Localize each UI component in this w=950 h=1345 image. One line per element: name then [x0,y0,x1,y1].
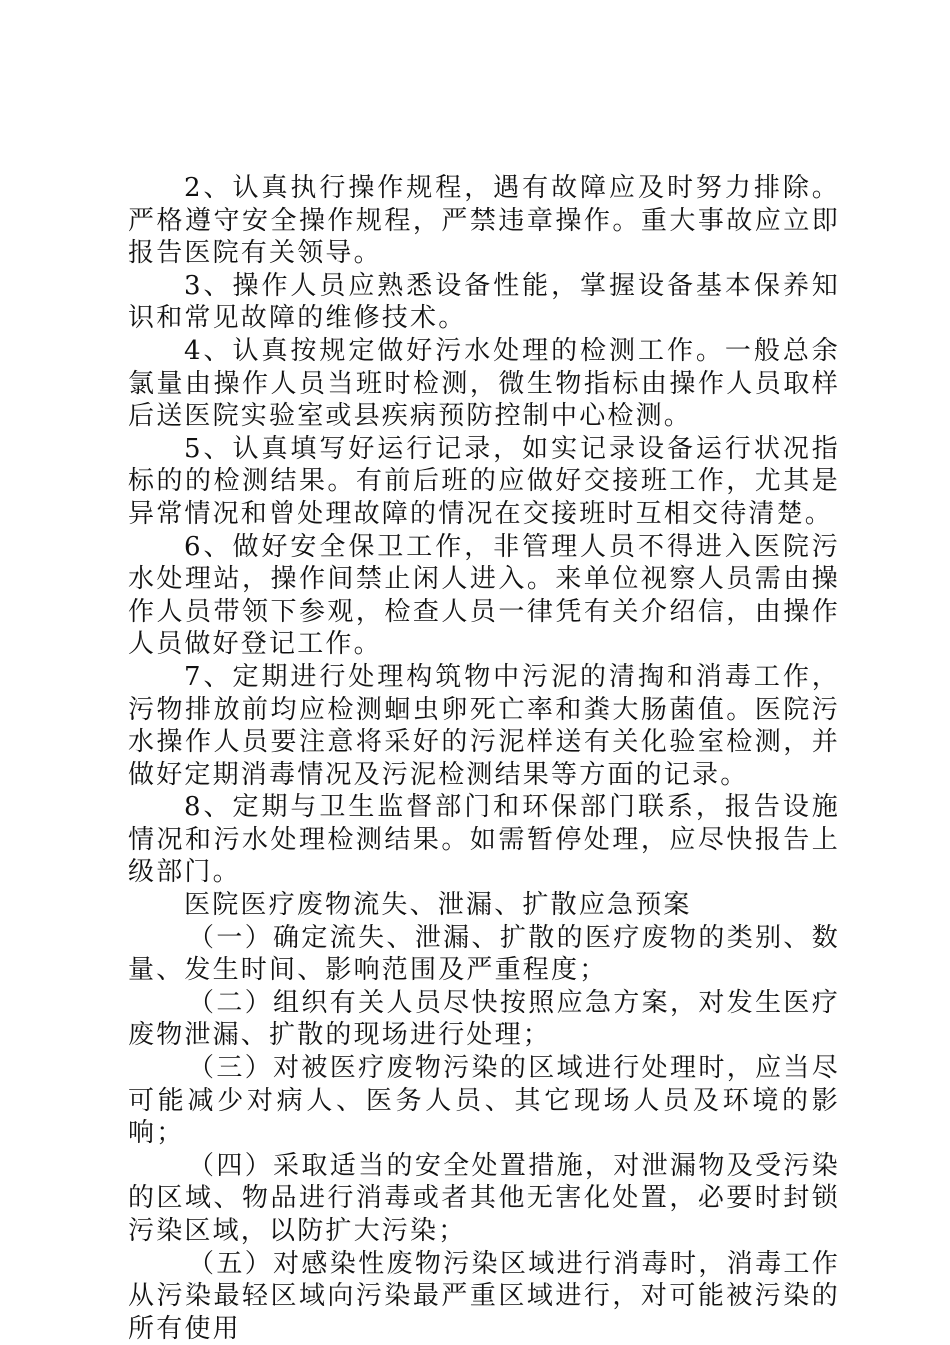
section-heading: 医院医疗废物流失、泄漏、扩散应急预案 [184,890,692,921]
paragraph-rule-5: 5、认真填写好运行记录，如实记录设备运行状况指标的的检测结果。有前后班的应做好交接班工作，尤其是异常情况和曾处理故障的情况在交接班时互相交待清楚。 [128,433,840,529]
paragraph-rule-8: 8、定期与卫生监督部门和环保部门联系，报告设施情况和污水处理检测结果。如需暂停处理，应尽快报告上级部门。 [128,792,840,888]
paragraph-rule-7: 7、定期进行处理构筑物中污泥的清掏和消毒工作，污物排放前均应检测蛔虫卵死亡率和粪大肠菌值。医院污水操作人员要注意将采好的污泥样送有关化验室检测，并做好定期消毒情况及污泥检测结果等方面的记录。 [128,661,840,790]
paragraph-item-5: （五）对感染性废物污染区域进行消毒时，消毒工作从污染最轻区域向污染最严重区域进行，对可能被污染的所有使用 [128,1248,840,1344]
paragraph-rule-4: 4、认真按规定做好污水处理的检测工作。一般总余氯量由操作人员当班时检测，微生物指标由操作人员取样后送医院实验室或县疾病预防控制中心检测。 [128,335,840,432]
paragraph-item-1: （一）确定流失、泄漏、扩散的医疗废物的类别、数量、发生时间、影响范围及严重程度； [128,922,840,986]
paragraph-rule-6: 6、做好安全保卫工作，非管理人员不得进入医院污水处理站，操作间禁止闲人进入。来单位视察人员需由操作人员带领下参观，检查人员一律凭有关介绍信，由操作人员做好登记工作。 [128,531,840,660]
paragraph-item-3: （三）对被医疗废物污染的区域进行处理时，应当尽可能减少对病人、医务人员、其它现场人员及环境的影响； [128,1053,840,1149]
paragraph-item-2: （二）组织有关人员尽快按照应急方案，对发生医疗废物泄漏、扩散的现场进行处理； [128,987,840,1051]
paragraph-item-4: （四）采取适当的安全处置措施，对泄漏物及受污染的区域、物品进行消毒或者其他无害化处置，必要时封锁污染区域，以防扩大污染； [128,1150,840,1246]
paragraph-rule-2: 2、认真执行操作规程，遇有故障应及时努力排除。严格遵守安全操作规程，严禁违章操作。重大事故应立即报告医院有关领导。 [128,173,840,269]
paragraph-rule-3: 3、操作人员应熟悉设备性能，掌握设备基本保养知识和常见故障的维修技术。 [128,270,840,334]
document-body [128,172,840,1345]
